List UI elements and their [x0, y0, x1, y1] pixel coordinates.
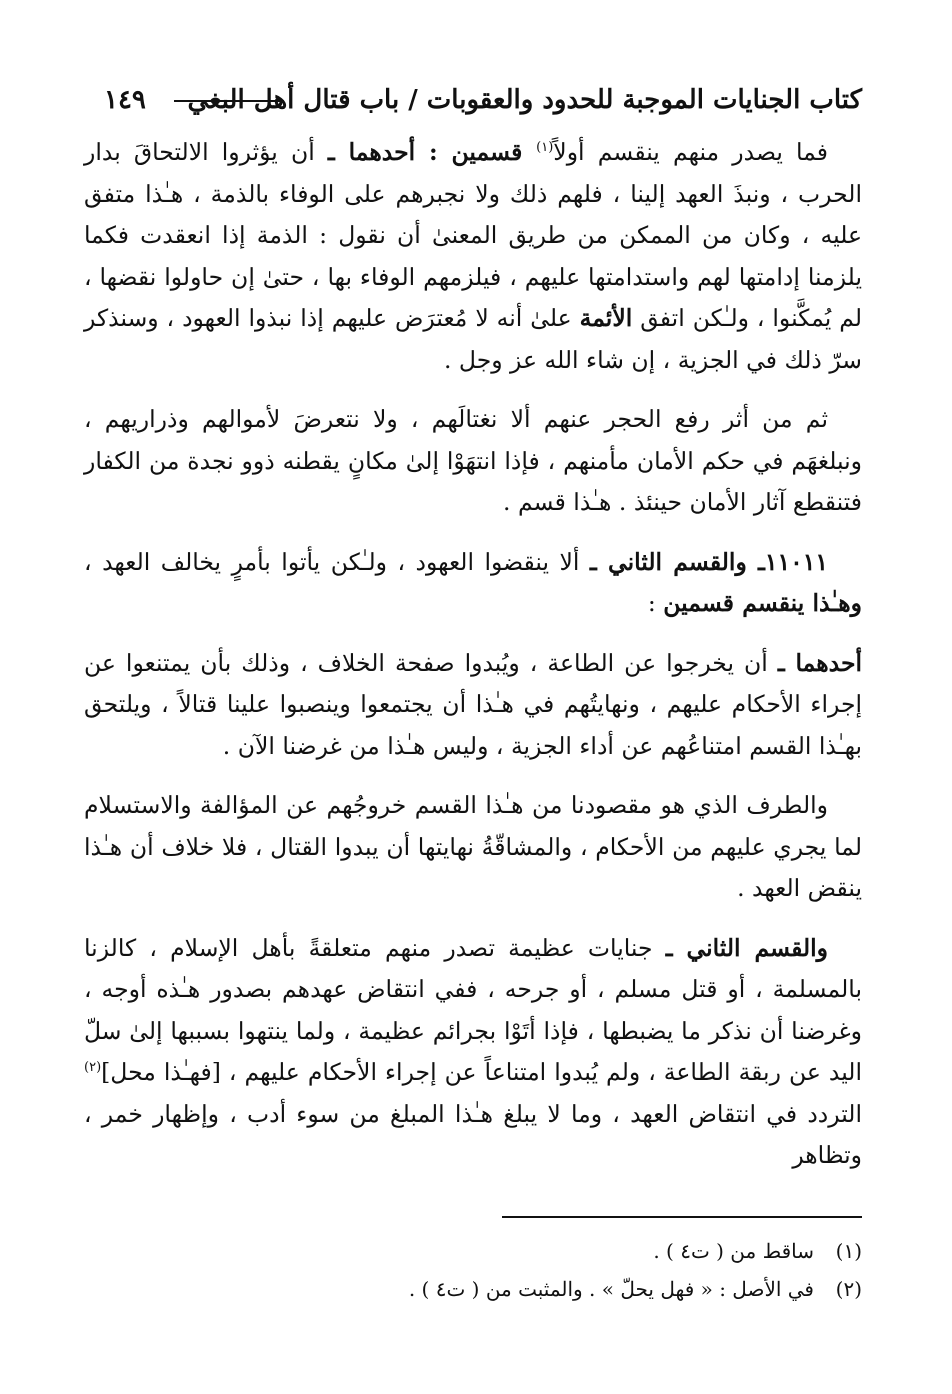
- footnote: [84, 1232, 862, 1270]
- running-title: كتاب الجنايات الموجبة للحدود والعقوبات / باب قتال أهل البغي: [187, 85, 862, 115]
- footnote-number: (١): [835, 1239, 862, 1263]
- footnotes: [84, 1232, 862, 1308]
- footnote-marker: (٢): [84, 1060, 102, 1076]
- paragraph: [84, 643, 862, 768]
- text-run: أن يؤثروا الالتحاقَ بدار الحرب ، ونبذَ العهد إلينا ، فلهم ذلك ولا نجبرهم على الوفاء بالذمة ، هـٰذا متفق عليه ، وكان من الممكن من طريق المعنىٰ أن نقول : الذمة إذا انعقدت فكما يلزمنا إدامتها لهم واستدامتها عليهم ، فيلزمهم الوفاء بها ، حتىٰ إن حاولوا نقضها ، لم يُمكَّنوا ، ولـٰكن اتفق: [84, 138, 862, 332]
- footnote-separator: [502, 1216, 862, 1218]
- paragraph: [84, 785, 862, 910]
- text-run: فما يصدر منهم ينقسم أولاً: [553, 138, 828, 166]
- text-run: أن يخرجوا عن الطاعة ، ويُبدوا صفحة الخلاف ، وذلك بأن يمتنعوا عن إجراء الأحكام عليهم ، ونهايتُهم في هـٰذا أن يجتمعوا وينصبوا علينا قتالاً ، ويلتحق بهـٰذا القسم امتناعُهم عن أداء الجزية ، وليس هـٰذا من غرضنا الآن .: [84, 648, 862, 760]
- footnote-text: في الأصل : « فهل يحلّ » . والمثبت من ( ت٤ ) .: [408, 1277, 814, 1301]
- footnote-number: (٢): [835, 1277, 862, 1301]
- text-run: ثم من أثر رفع الحجر عنهم ألا نغتالَهم ، ولا نتعرضَ لأموالهم وذراريهم ، ونبلغهَم في حكم الأمان مأمنهم ، فإذا انتهَوْا إلىٰ مكانٍ يقطنه ذوو نجدة من الكفار فتنقطع آثار الأمان حينئذ . هـٰذا قسم .: [84, 405, 862, 516]
- footnote-marker: (١): [536, 140, 554, 156]
- paragraph: [84, 542, 862, 625]
- paragraph: [84, 399, 862, 524]
- text-run: جنايات عظيمة تصدر منهم متعلقةً بأهل الإسلام ، كالزنا بالمسلمة ، أو قتل مسلم ، أو جرحه ، ففي انتقاض عهدهم بصدور هـٰذه أوجه ، وغرضنا أن نذكر ما يضبطها ، فإذا أتَوْا بجرائم عظيمة ، ولما ينتهوا بسببها إلىٰ سلّ اليد عن ربقة الطاعة ، ولم يُبدوا امتناعاً عن إجراء الأحكام عليهم ، [فهـٰذا محل]: [84, 933, 862, 1086]
- bold-term: والقسم الثاني ـ: [665, 933, 828, 962]
- bold-term: قسمين : أحدهما ـ: [327, 138, 537, 166]
- page-number: ١٤٩: [104, 85, 146, 115]
- text-run: علىٰ أنه لا مُعترَض عليهم إذا نبذوا العهود ، وسنذكر سرّ ذلك في الجزية ، إن شاء الله عز وجل .: [84, 304, 862, 374]
- footnote: [84, 1270, 862, 1308]
- paragraph: [84, 928, 862, 1177]
- header-rule: [174, 100, 284, 102]
- text-run: والطرف الذي هو مقصودنا من هـٰذا القسم خروجُهم عن المؤالفة والاستسلام لما يجري عليهم من الأحكام ، والمشاقّةُ نهايتها أن يبدوا القتال ، فلا خلاف أن هـٰذا ينقض العهد .: [84, 791, 862, 902]
- bold-term: أحدهما ـ: [777, 648, 862, 677]
- paragraph: [84, 132, 862, 381]
- text-run: التردد في انتقاض العهد ، وما لا يبلغ هـٰذا المبلغ من سوء أدب ، وإظهار خمر ، وتظاهر: [84, 1099, 862, 1169]
- footnote-text: ساقط من ( ت٤ ) .: [653, 1239, 814, 1263]
- text-run: :: [647, 589, 664, 617]
- main-text: [84, 132, 862, 1177]
- bold-term: ١١٠١١ـ والقسم الثاني ـ: [589, 547, 828, 576]
- bold-term: وهـٰذا ينقسم قسمين: [663, 589, 862, 617]
- text-run: ألا ينقضوا العهود ، ولـٰكن يأتوا بأمرٍ يخالف العهد ،: [84, 547, 590, 576]
- running-header: [84, 78, 862, 122]
- bold-term: الأئمة: [579, 304, 633, 332]
